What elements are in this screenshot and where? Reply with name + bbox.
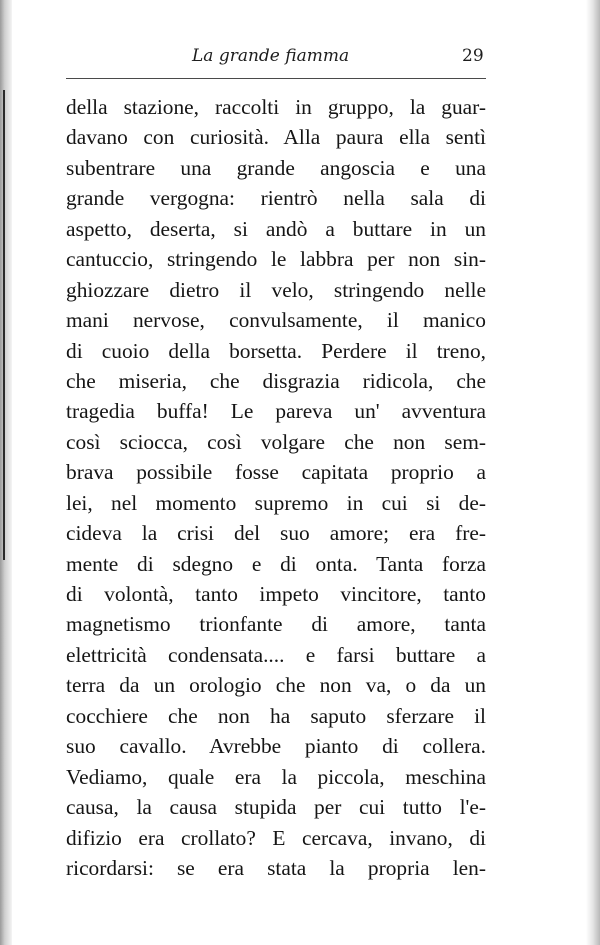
- text-line: cideva la crisi del suo amore; era fre-: [66, 521, 486, 546]
- text-line: cocchiere che non ha saputo sferzare il: [66, 703, 486, 728]
- text-line: ghiozzare dietro il velo, stringendo nelle: [66, 277, 486, 302]
- page-number: 29: [462, 46, 484, 66]
- text-line: subentrare una grande angoscia e una: [66, 155, 486, 180]
- text-line: aspetto, deserta, si andò a buttare in un: [66, 216, 486, 241]
- text-line: grande vergogna: rientrò nella sala di: [66, 186, 486, 211]
- text-line: di cuoio della borsetta. Perdere il treno,: [66, 338, 486, 363]
- body-text: [66, 92, 486, 883]
- text-line: ricordarsi: se era stata la propria len-: [66, 855, 486, 880]
- text-line: di volontà, tanto impeto vincitore, tanto: [66, 582, 486, 606]
- header-rule: [66, 78, 486, 79]
- running-title: La grande fiamma: [192, 46, 350, 66]
- scan-edge-left: [0, 0, 12, 945]
- text-line: suo cavallo. Avrebbe pianto di collera.: [66, 734, 486, 759]
- text-line: cantuccio, stringendo le labbra per non sin-: [66, 247, 486, 272]
- text-line: mente di sdegno e di onta. Tanta forza: [66, 551, 486, 576]
- text-line: che miseria, che disgrazia ridicola, che: [66, 368, 486, 393]
- text-line: Vediamo, quale era la piccola, meschina: [66, 764, 486, 789]
- text-line: difizio era crollato? E cercava, invano, di: [66, 825, 486, 850]
- text-line: così sciocca, così volgare che non sem-: [66, 429, 486, 454]
- scan-edge-shadow-line: [3, 90, 5, 560]
- text-line: davano con curiosità. Alla paura ella sentì: [66, 125, 486, 150]
- text-line: brava possibile fosse capitata proprio a: [66, 460, 486, 485]
- text-line: causa, la causa stupida per cui tutto l'e-: [66, 795, 486, 820]
- text-line: lei, nel momento supremo in cui si de-: [66, 490, 486, 515]
- text-line: elettricità condensata.... e farsi buttare a: [66, 642, 486, 667]
- scan-edge-right: [586, 0, 600, 945]
- text-line: terra da un orologio che non va, o da un: [66, 673, 486, 698]
- text-line: della stazione, raccolti in gruppo, la guar-: [66, 95, 486, 119]
- text-line: mani nervose, convulsamente, il manico: [66, 308, 486, 333]
- running-head: [66, 46, 486, 72]
- text-line: tragedia buffa! Le pareva un' avventura: [66, 399, 486, 424]
- text-line: magnetismo trionfante di amore, tanta: [66, 612, 486, 637]
